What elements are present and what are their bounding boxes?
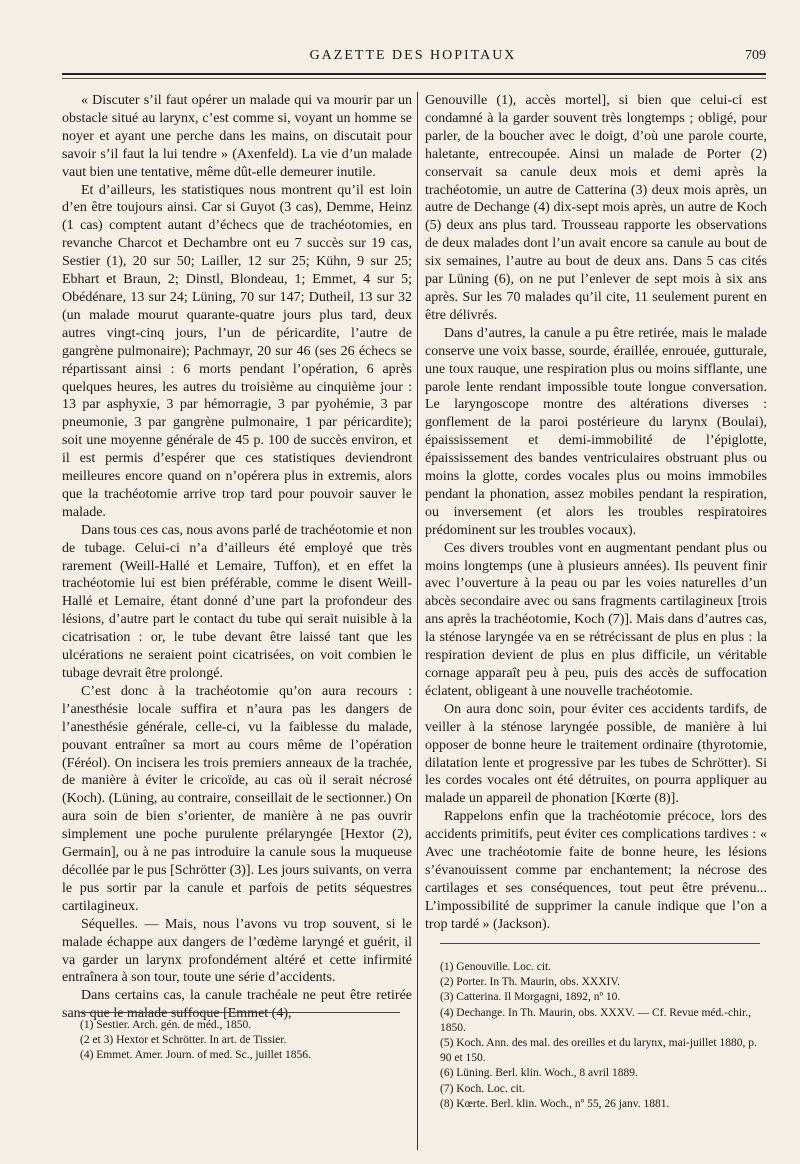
paragraph: Dans certains cas, la canule trachéale ne peut être retirée sans que le malade suffoque [Emmet (4), [62, 988, 412, 1022]
journal-title: GAZETTE DES HOPITAUX [309, 48, 517, 63]
footnote-rule-left [80, 1012, 400, 1013]
footnote: (2) Porter. In Th. Maurin, obs. XXXIV. [440, 976, 621, 989]
column-divider [417, 92, 418, 1150]
header-rule-thick [62, 73, 766, 75]
page-number: 709 [745, 48, 766, 63]
paragraph: Dans tous ces cas, nous avons parlé de trachéotomie et non de tubage. Celui-ci n’a d’ailleurs été employé que très rarement (Weill-Hallé et Lemaire, Tuffon), et en effet la trachéotomie lui est bien préférable, comme le disent Weill-Hallé et Lemaire, étant donné d’une part la profondeur des lésions, d’autre part le contact du tube qui serait nuisible à la cicatrisation : or, le tube devant être laissé tant que les ulcérations ne seraient point cicatrisées, on voit combien le tubage devrait être prolongé. [62, 522, 412, 681]
footnote: (3) Catterina. Il Morgagni, 1892, nº 10. [440, 991, 621, 1004]
paragraph: Rappelons enfin que la trachéotomie précoce, lors des accidents primitifs, peut éviter ces complications tardives : « Avec une trachéotomie faite de bonne heure, les lésions s’évanouissent comme par enchantement; la nécrose des cartilages et ses conséquences, tout peut être prévenu... L’impossibilité de supprimer la canule indique que l’on a trop tardé » (Jackson). [425, 809, 767, 932]
footnote: (1) Genouville. Loc. cit. [440, 961, 552, 973]
footnote: (4) Emmet. Amer. Journ. of med. Sc., juillet 1856. [80, 1049, 311, 1062]
page-header [60, 48, 766, 68]
footnote: (4) Dechange. In Th. Maurin, obs. XXXV. — Cf. Revue méd.-chir., 1850. [440, 1006, 751, 1034]
footnotes-right [440, 960, 766, 1112]
footnote: (8) Kœrte. Berl. klin. Woch., nº 55, 26 janv. 1881. [440, 1097, 670, 1110]
paragraph: Et d’ailleurs, les statistiques nous montrent qu’il est loin d’en être toujours ainsi. Car si Guyot (3 cas), Demme, Heinz (1 cas) comptent autant d’échecs que de trachéotomies, en revanche Charcot et Dechambre ont eu 7 succès sur 19 cas, Sestier (1), 20 sur 50; Lailler, 12 sur 25; Kühn, 9 sur 25; Ebhart et Braun, 2; Dinstl, Blondeau, 1; Emmet, 4 sur 5; Obédénare, 13 sur 24; Lüning, 70 sur 147; Dutheil, 13 sur 32 (un malade mourut quarante-quatre jours plus tard, deux autres vingt-cinq jours, l’un de péricardite, l’autre de gangrène pulmonaire); Pachmayr, 20 sur 46 (ses 26 échecs se répartissant ainsi : 6 morts pendant l’opération, 6 après quelques heures, les autres du troisième au cinquième jour : 13 par asphyxie, 3 par hémorragie, 3 par pyohémie, 3 par pneumonie, 3 par gangrène pulmonaire, 1 par péricardite); soit une moyenne générale de 45 p. 100 de succès environ, et il est permis d’espérer que ces statistiques deviendront meilleures encore quand on n’opérera plus in extremis, alors que la trachéotomie arrive trop tard pour pouvoir sauver le malade. [62, 182, 412, 520]
footnote: (1) Sestier. Arch. gén. de méd., 1850. [80, 1019, 252, 1031]
footnote: (5) Koch. Ann. des mal. des oreilles et du larynx, mai-juillet 1880, p. 90 et 150. [440, 1037, 757, 1065]
footnote-rule-right [440, 943, 760, 944]
footnote: (7) Koch. Loc. cit. [440, 1082, 525, 1095]
paragraph: Dans d’autres, la canule a pu être retirée, mais le malade conserve une voix basse, sourde, éraillée, enrouée, gutturale, une toux rauque, une respiration plus ou moins sifflante, une parole lente rendant impossible toute longue conversation. Le laryngoscope montre des altérations diverses : gonflement de la paroi postérieure du larynx (Boulai), épaississement et demi-immobilité de l’épiglotte, épaississement des bandes ventriculaires obstruant plus ou moins la glotte, cordes vocales plus ou moins immobiles pendant la phonation, assez mobiles pendant la respiration, ou inversement (et alors les troubles respiratoires prédominent sur les troubles vocaux). [425, 325, 767, 538]
paragraph: Ces divers troubles vont en augmentant pendant plus ou moins longtemps (une à plusieurs années). Ils peuvent finir avec l’ouverture à la peau ou par les voies naturelles d’un abcès secondaire avec ou sans fragments cartilagineux [trois ans après la trachéotomie, Koch (7)]. Mais dans d’autres cas, la sténose laryngée va en se rétrécissant de plus en plus : la respiration devient de plus en plus difficile, un véritable cornage apparaît peu à peu, puis des accès de suffocation éclatent, obligeant à une nouvelle trachéotomie. [425, 540, 767, 699]
footnotes-left [80, 1018, 410, 1064]
paragraph: C’est donc à la trachéotomie qu’on aura recours : l’anesthésie locale suffira et n’aura pas les dangers de l’anesthésie générale, celle-ci, vu la faiblesse du malade, pouvant entraîner sa mort au cours même de l’opération (Féréol). On incisera les trois premiers anneaux de la trachée, de manière à éviter le cricoïde, au cas où il serait nécrosé (Koch). (Lüning, au contraire, conseillait de le sectionner.) On aura soin de bien s’orienter, de manière à ne pas ouvrir simplement une poche purulente prélaryngée [Hextor (2), Germain], ou à ne pas introduire la canule sous la muqueuse décollée par le pus [Schrötter (3)]. Les jours suivants, on verra le pus sortir par la canule et parfois de petits séquestres cartilagineux. [62, 683, 412, 914]
paragraph: « Discuter s’il faut opérer un malade qui va mourir par un obstacle situé au larynx, c’est comme si, voyant un homme se noyer et ayant une perche dans les mains, on discutait pour savoir s’il faut la lui tendre » (Axenfeld). La vie d’un malade vaut bien une tentative, même dût-elle demeurer inutile. [62, 93, 412, 180]
paragraph: On aura donc soin, pour éviter ces accidents tardifs, de veiller à la sténose laryngée possible, de manière à lui opposer de bonne heure le traitement ordinaire (thyrotomie, dilatation lente et progressive par les tubes de Schrötter). Si les cordes vocales ont été détruites, on pourra appliquer au malade un appareil de phonation [Kœrte (8)]. [425, 701, 767, 807]
header-rule-thin [62, 78, 766, 79]
paragraph: Genouville (1), accès mortel], si bien que celui-ci est condamné à la garder souvent très longtemps ; obligé, pour parler, de la boucher avec le doigt, d’où une parole courte, haletante, entrecoupée. Ainsi un malade de Porter (2) conservait sa canule deux mois et demi après la trachéotomie, un autre de Catterina (3) deux mois après, un autre de Dechange (4) dix-sept mois après, un autre de Koch (5) deux ans plus tard. Trousseau rapporte les observations de deux malades dont l’un avait encore sa canule au bout de six semaines, l’autre au bout de deux ans. Dans 5 cas cités par Lüning (6), on ne put l’enlever de sept mois à six ans après. Sur les 70 malades qu’il cite, 11 seulement purent en être délivrés. [425, 93, 767, 323]
footnote: (2 et 3) Hextor et Schrötter. In art. de Tissier. [80, 1034, 287, 1047]
paragraph: Séquelles. — Mais, nous l’avons vu trop souvent, si le malade échappe aux dangers de l’œdème laryngé et guérit, il va garder un larynx profondément altéré et cette infirmité entraînera à son tour, toute une série d’accidents. [62, 916, 412, 986]
left-column [62, 92, 412, 1023]
footnote: (6) Lüning. Berl. klin. Woch., 8 avril 1889. [440, 1067, 638, 1080]
right-column [425, 92, 767, 934]
